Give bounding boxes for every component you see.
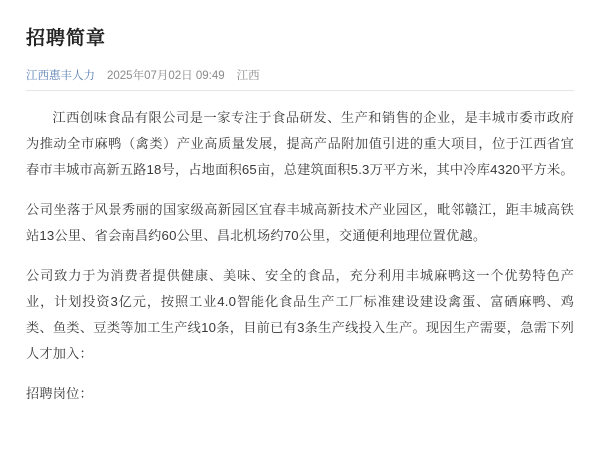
meta-divider xyxy=(26,90,574,91)
body-paragraph-3: 公司致力于为消费者提供健康、美味、安全的食品，充分利用丰城麻鸭这一个优势特色产业，计划投资3亿元，按照工业4.0智能化食品生产工厂标准建设建设禽蛋、富硒麻鸭、鸡类、鱼类、豆类等加工生产线10条，目前已有3条生产线投入生产。现因生产需要，急需下列人才加入： xyxy=(26,268,574,361)
body-paragraph-2: 公司坐落于风景秀丽的国家级高新园区宜春丰城高新技术产业园区，毗邻赣江，距丰城高铁站13公里、省会南昌约60公里、昌北机场约70公里，交通便利地理位置优越。 xyxy=(26,202,574,243)
meta-region: 江西 xyxy=(236,70,260,82)
meta-date: 2025年07月02日 09:49 xyxy=(107,70,225,82)
meta-source[interactable]: 江西惠丰人力 xyxy=(26,70,95,82)
body-paragraph-4: 招聘岗位： xyxy=(26,386,93,401)
article-meta xyxy=(26,68,574,84)
article-body xyxy=(26,105,574,407)
body-paragraph-1: 江西创味食品有限公司是一家专注于食品研发、生产和销售的企业，是丰城市委市政府为推动全市麻鸭（禽类）产业高质量发展，提高产品附加值引进的重大项目，位于江西省宜春市丰城市高新五路18号，占地面积65亩，总建筑面积5.3万平方米，其中冷库4320平方米。 xyxy=(26,110,574,177)
page-title: 招聘简章 xyxy=(26,28,107,49)
